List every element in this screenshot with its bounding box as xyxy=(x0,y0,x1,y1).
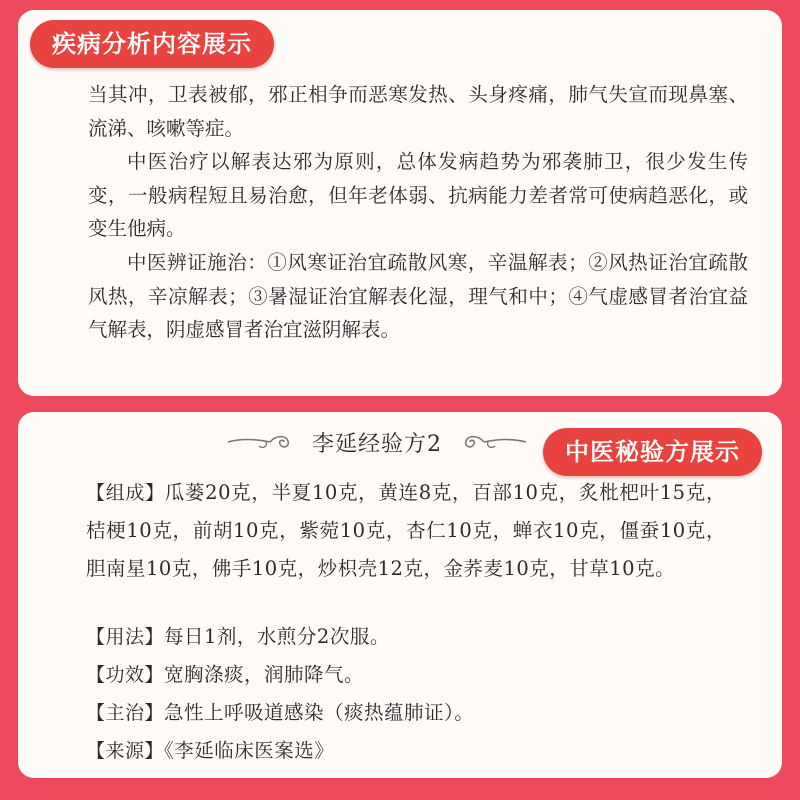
composition-label: 【组成】 xyxy=(86,482,165,504)
effect-item xyxy=(86,656,726,694)
source-label: 【来源】 xyxy=(86,740,165,762)
source-text: 《李延临床医案选》 xyxy=(164,739,335,762)
prescription-title: 李延经验方2 xyxy=(312,431,442,457)
composition-item xyxy=(86,474,726,588)
indication-item xyxy=(86,694,726,732)
analysis-paragraph-2: 中医治疗以解表达邪为原则，总体发病趋势为邪袭肺卫，很少发生传变，一般病程短且易治愈，但年老体弱、抗病能力差者常可使病趋恶化，或变生他病。 xyxy=(88,150,748,240)
prescription-title-row xyxy=(226,422,528,462)
source-item xyxy=(86,732,726,770)
indication-text: 急性上呼吸道感染（痰热蕴肺证）。 xyxy=(164,701,475,724)
disease-analysis-badge: 疾病分析内容展示 xyxy=(30,20,274,68)
analysis-paragraph-1: 当其冲，卫表被郁，邪正相争而恶寒发热、头身疼痛，肺气失宣而现鼻塞、流涕、咳嗽等症。 xyxy=(88,83,748,140)
composition-text: 瓜蒌20克，半夏10克，黄连8克，百部10克，炙枇杷叶15克，桔梗10克，前胡10克，紫菀10克，杏仁10克，蝉衣10克，僵蚕10克，胆南星10克，佛手10克，炒枳壳12克，金荞麦10克，甘草10克。 xyxy=(86,481,726,580)
secret-prescription-card xyxy=(18,412,782,778)
usage-label: 【用法】 xyxy=(86,626,165,648)
right-swirl-ornament-icon xyxy=(454,431,528,453)
secret-prescription-badge: 中医秘验方展示 xyxy=(543,428,762,476)
disease-analysis-card xyxy=(18,10,782,396)
indication-label: 【主治】 xyxy=(86,702,165,724)
analysis-paragraph-3: 中医辨证施治：①风寒证治宜疏散风寒，辛温解表；②风热证治宜疏散风热，辛凉解表；③暑湿证治宜解表化湿，理气和中；④气虚感冒者治宜益气解表，阴虚感冒者治宜滋阴解表。 xyxy=(88,251,748,341)
left-swirl-ornament-icon xyxy=(226,431,300,453)
usage-text: 每日1剂，水煎分2次服。 xyxy=(164,625,390,648)
usage-item xyxy=(86,618,726,656)
effect-text: 宽胸涤痰，润肺降气。 xyxy=(164,663,365,686)
effect-label: 【功效】 xyxy=(86,664,165,686)
